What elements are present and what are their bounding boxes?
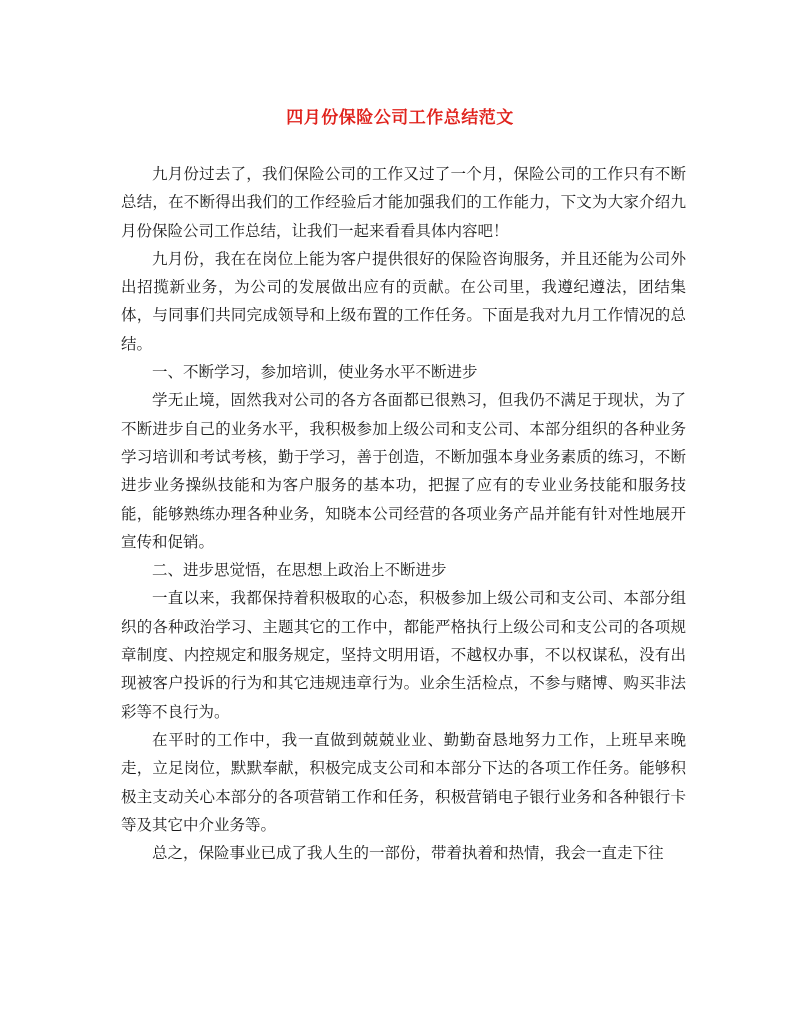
section-heading-1: 一、不断学习，参加培训，使业务水平不断进步 [152, 363, 478, 382]
document-title: 四月份保险公司工作总结范文 [286, 108, 514, 128]
paragraph-intro: 九月份过去了，我们保险公司的工作又过了一个月，保险公司的工作只有不断总结，在不断得出我们的工作经验后才能加强我们的工作能力，下文为大家介绍九月份保险公司工作总结，让我们一起来看看具体内容吧！ [121, 165, 686, 240]
paragraph-conclusion: 总之，保险事业已成了我人生的一部份，带着执着和热情，我会一直走下往 [152, 844, 664, 863]
document-body [121, 160, 686, 867]
section-heading-2: 二、进步思觉悟，在思想上政治上不断进步 [152, 561, 447, 580]
paragraph-political: 一直以来，我都保持着积极取的心态，积极参加上级公司和支公司、本部分组织的各种政治学习、主题其它的工作中，都能严格执行上级公司和支公司的各项规章制度、内控规定和服务规定，坚持文明用语，不越权办事，不以权谋私，没有出现被客户投诉的行为和其它违规违章行为。业余生活检点，不参与赌博、购买非法彩等不良行为。 [121, 589, 686, 721]
paragraph-learning: 学无止境，固然我对公司的各方各面都已很熟习，但我仍不满足于现状，为了不断进步自己的业务水平，我积极参加上级公司和支公司、本部分组织的各种业务学习培训和考试考核，勤于学习，善于创造，不断加强本身业务素质的练习，不断进步业务操纵技能和为客户服务的基本功，把握了应有的专业业务技能和服务技能，能够熟练办理各种业务，知晓本公司经营的各项业务产品并能有针对性地展开宣传和促销。 [121, 391, 686, 551]
paragraph-overview: 九月份，我在在岗位上能为客户提供很好的保险咨询服务，并且还能为公司外出招揽新业务，为公司的发展做出应有的贡献。在公司里，我遵纪遵法，团结集体，与同事们共同完成领导和上级布置的工作任务。下面是我对九月工作情况的总结。 [121, 249, 686, 353]
paragraph-daily-work: 在平时的工作中，我一直做到兢兢业业、勤勤奋恳地努力工作，上班早来晚走，立足岗位，默默奉献，积极完成支公司和本部分下达的各项工作任务。能够积极主支动关心本部分的各项营销工作和任务，积极营销电子银行业务和各种银行卡等及其它中介业务等。 [121, 730, 686, 834]
